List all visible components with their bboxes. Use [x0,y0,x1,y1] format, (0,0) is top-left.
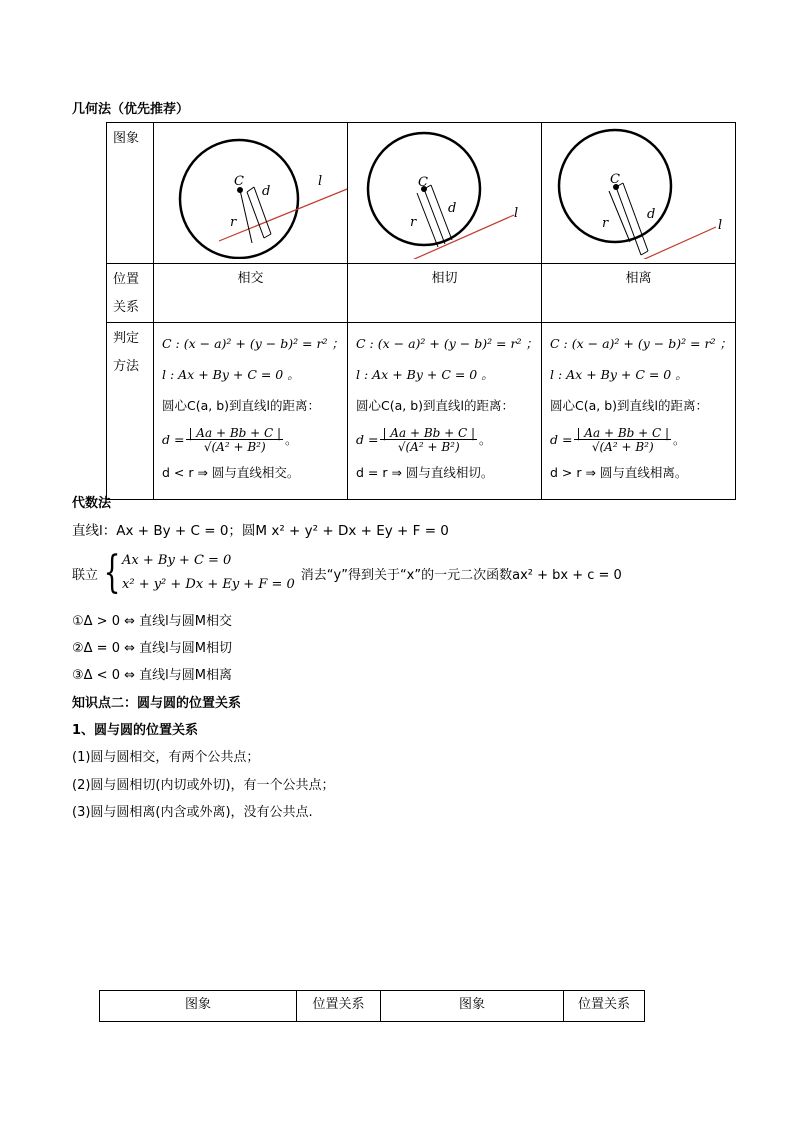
label-c: C [610,172,620,187]
fraction-denominator: √(A² + B²) [203,440,266,454]
intersect-diagram-svg [154,123,347,259]
method-intersect [154,323,348,500]
joint-system [72,548,622,598]
distance-fraction [186,427,283,453]
method-separate [542,323,736,500]
case-delta-zero: ②Δ = 0 ⇔ 直线l与圆M相切 [72,641,232,656]
circle-equation: C : (x − a)² + (y − b)² = r² ； [356,336,538,352]
label-d: d [647,207,656,222]
perpendicular-d [424,189,445,244]
diagram-separate [542,123,736,264]
header-image-2: 图象 [381,991,564,1022]
distance-intro: 圆心C(a, b)到直线l的距离： [356,398,514,414]
algebra-line-equations: 直线l：Ax + By + C = 0；圆M x² + y² + Dx + Ey + F = 0 [72,523,449,539]
joint-result: 消去“y”得到关于“x”的一元二次函数ax² + bx + c = 0 [300,567,622,583]
distance-lhs: d = [162,431,185,447]
distance-formula [162,422,347,458]
row-label-relation-2: 关系 [113,300,140,315]
distance-lhs: d = [550,431,573,447]
kp2-item-2: (2)圆与圆相切(内切或外切)，有一个公共点； [72,778,335,793]
fraction-numerator: | Aa + Bb + C | [382,426,476,440]
distance-intro: 圆心C(a, b)到直线l的距离： [162,398,320,414]
table-header-row [100,991,645,1022]
perp-cap [247,187,254,192]
system-eq-2: x² + y² + Dx + Ey + F = 0 [122,577,295,592]
row-label-relation-1: 位置 [113,272,140,287]
distance-fraction [380,427,477,453]
distance-formula [550,422,735,458]
fraction-denominator: √(A² + B²) [591,440,654,454]
label-c: C [418,175,428,190]
distance-intro: 圆心C(a, b)到直线l的距离： [550,398,708,414]
row-label-method [107,323,154,500]
label-r: r [602,216,609,231]
circle-shape [180,140,298,258]
line-equation: l : Ax + By + C = 0 。 [356,367,494,383]
system-brace: { [103,547,121,598]
distance-lhs: d = [356,431,379,447]
perp-foot [641,251,648,255]
diagram-tangent [348,123,542,264]
circle-equation: C : (x − a)² + (y − b)² = r² ； [550,336,732,352]
system-eq-1: Ax + By + C = 0 [122,553,232,568]
relation-intersect: 相交 [154,264,348,323]
kp2-subtitle: 1、圆与圆的位置关系 [72,723,199,738]
label-l: l [718,218,723,233]
geometric-method-table [106,122,736,500]
distance-fraction [574,427,671,453]
header-relation-2: 位置关系 [564,991,645,1022]
row-label-relation [107,264,154,323]
diagram-intersect [154,123,348,264]
kp2-title: 知识点二：圆与圆的位置关系 [72,696,242,711]
label-d: d [262,184,271,199]
label-r: r [410,215,417,230]
distance-formula [356,422,541,458]
circle-equation: C : (x − a)² + (y − b)² = r² ； [162,336,344,352]
row-label-method-1: 判定 [113,331,140,346]
line-equation: l : Ax + By + C = 0 。 [550,367,688,383]
relation-tangent: 相切 [348,264,542,323]
header-relation-1: 位置关系 [297,991,381,1022]
case-delta-negative: ③Δ < 0 ⇔ 直线l与圆M相离 [72,668,232,683]
table-row-image [107,123,736,264]
label-c: C [234,174,244,189]
kp2-item-3: (3)圆与圆相离(内含或外离)，没有公共点. [72,805,313,820]
circle-circle-table [99,990,645,1022]
section-title-algebraic: 代数法 [72,496,112,511]
table-row-method [107,323,736,500]
row-label-image: 图象 [107,123,154,264]
table-row-relation [107,264,736,323]
label-r: r [230,215,237,230]
label-d: d [448,201,457,216]
fraction-numerator: | Aa + Bb + C | [576,426,670,440]
conclusion: d > r ⇒ 圆与直线相离。 [550,465,688,481]
joint-label: 联立 [72,567,99,583]
case-delta-positive: ①Δ > 0 ⇔ 直线l与圆M相交 [72,614,232,629]
system-equations [122,549,295,597]
radius-r [417,193,438,247]
section-title-geometric: 几何法（优先推荐） [72,102,190,117]
label-l: l [514,206,519,221]
distance-end: 。 [673,431,686,447]
fraction-denominator: √(A² + B²) [397,440,460,454]
fraction-numerator: | Aa + Bb + C | [188,426,282,440]
header-image-1: 图象 [100,991,297,1022]
line-equation: l : Ax + By + C = 0 。 [162,367,300,383]
distance-end: 。 [479,431,492,447]
conclusion: d = r ⇒ 圆与直线相切。 [356,465,494,481]
relation-separate: 相离 [542,264,736,323]
method-tangent [348,323,542,500]
separate-diagram-svg [542,123,735,259]
row-label-method-2: 方法 [113,359,140,374]
conclusion: d < r ⇒ 圆与直线相交。 [162,465,300,481]
perp-foot [264,234,271,238]
kp2-item-1: (1)圆与圆相交，有两个公共点； [72,750,260,765]
radius-r [240,190,252,243]
label-l: l [318,174,323,189]
distance-end: 。 [285,431,298,447]
tangent-diagram-svg [348,123,541,259]
